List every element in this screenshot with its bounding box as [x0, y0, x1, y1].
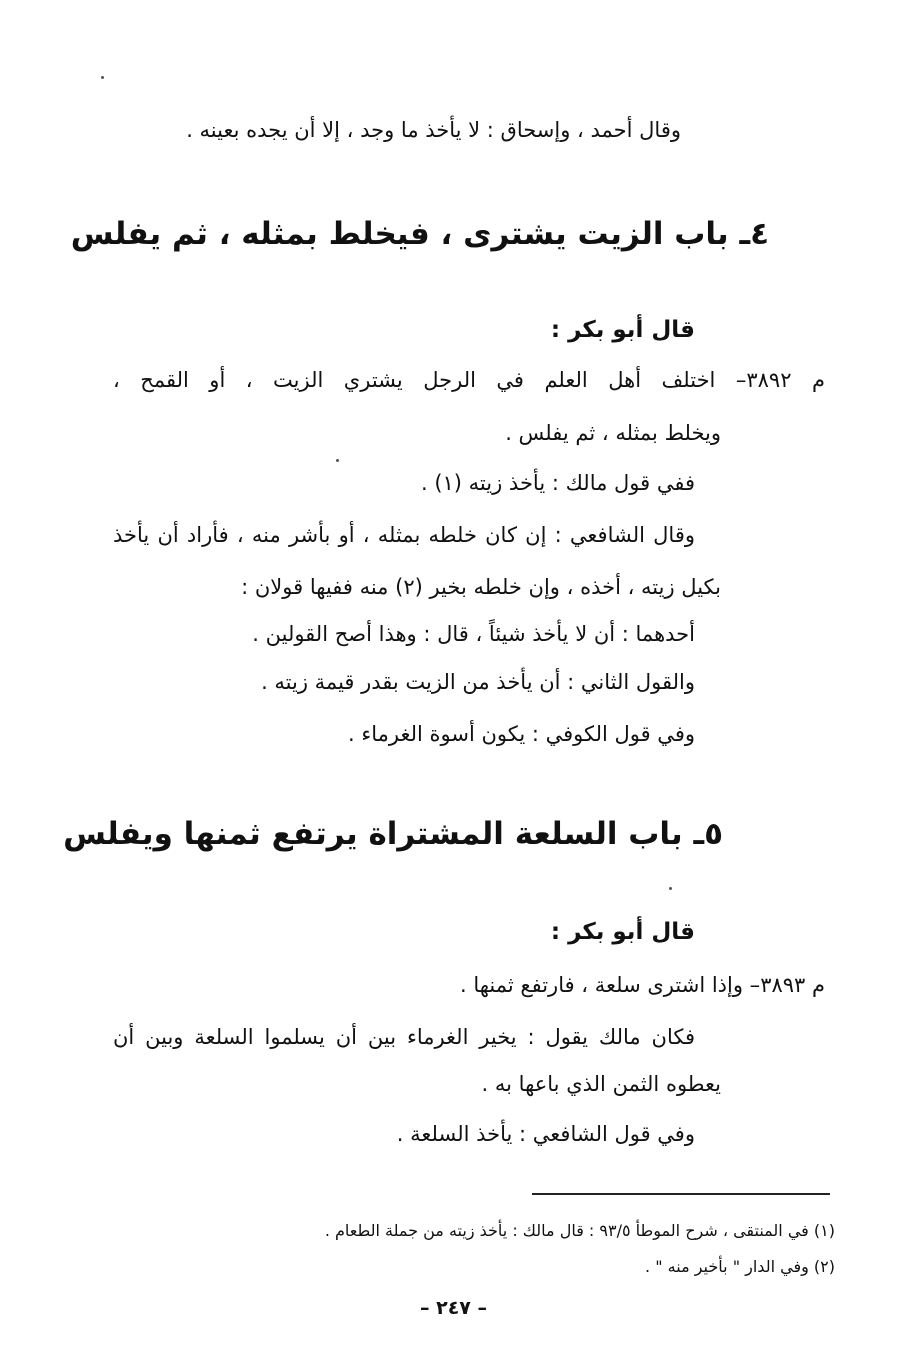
- footnote-2: (٢) وفي الدار " بأخير منه " .: [645, 1257, 835, 1276]
- scan-speck: [101, 76, 104, 79]
- footnote-1: (١) في المنتقى ، شرح الموطأ ٩٣/٥ : قال مالك : يأخذ زيته من جملة الطعام .: [324, 1221, 835, 1240]
- text-line-second-opinion: والقول الثاني : أن يأخذ من الزيت بقدر قيمة زيته .: [261, 670, 695, 694]
- text-line-first-opinion: أحدهما : أن لا يأخذ شيئاً ، قال : وهذا أصح القولين .: [252, 622, 695, 646]
- paragraph-malik-2-line-2: يعطوه الثمن الذي باعها به .: [481, 1072, 721, 1096]
- paragraph-malik-2-line-1: فكان مالك يقول : يخير الغرماء بين أن يسلموا السلعة وبين أن: [113, 1025, 695, 1049]
- paragraph-3892-line-1: م ٣٨٩٢– اختلف أهل العلم في الرجل يشتري الزيت ، أو القمح ،: [113, 368, 825, 392]
- text-line-malik-1: ففي قول مالك : يأخذ زيته (١) .: [420, 471, 695, 495]
- scan-speck: [336, 459, 339, 462]
- scan-speck: [669, 887, 672, 890]
- section-heading-5: ٥ـ باب السلعة المشتراة يرتفع ثمنها ويفلس: [63, 816, 723, 852]
- paragraph-3892-line-2: ويخلط بمثله ، ثم يفلس .: [505, 421, 721, 445]
- text-line-shafii-2: وفي قول الشافعي : يأخذ السلعة .: [396, 1122, 695, 1146]
- text-line-ahmad: وقال أحمد ، وإسحاق : لا يأخذ ما وجد ، إلا أن يجده بعينه .: [186, 118, 681, 142]
- footnote-separator: [532, 1193, 830, 1195]
- paragraph-shafii-line-1: وقال الشافعي : إن كان خلطه بمثله ، أو بأشر منه ، فأراد أن يأخذ: [113, 523, 695, 547]
- speaker-label-abu-bakr-1: قال أبو بكر :: [550, 317, 695, 343]
- paragraph-shafii-line-2: بكيل زيته ، أخذه ، وإن خلطه بخير (٢) منه ففيها قولان :: [241, 575, 721, 599]
- paragraph-3893-line-1: م ٣٨٩٣– وإذا اشترى سلعة ، فارتفع ثمنها .: [459, 973, 825, 997]
- page-number: – ٢٤٧ –: [419, 1297, 488, 1319]
- text-line-kufi: وفي قول الكوفي : يكون أسوة الغرماء .: [348, 722, 695, 746]
- section-heading-4: ٤ـ باب الزيت يشترى ، فيخلط بمثله ، ثم يفلس: [70, 216, 769, 252]
- speaker-label-abu-bakr-2: قال أبو بكر :: [550, 919, 695, 945]
